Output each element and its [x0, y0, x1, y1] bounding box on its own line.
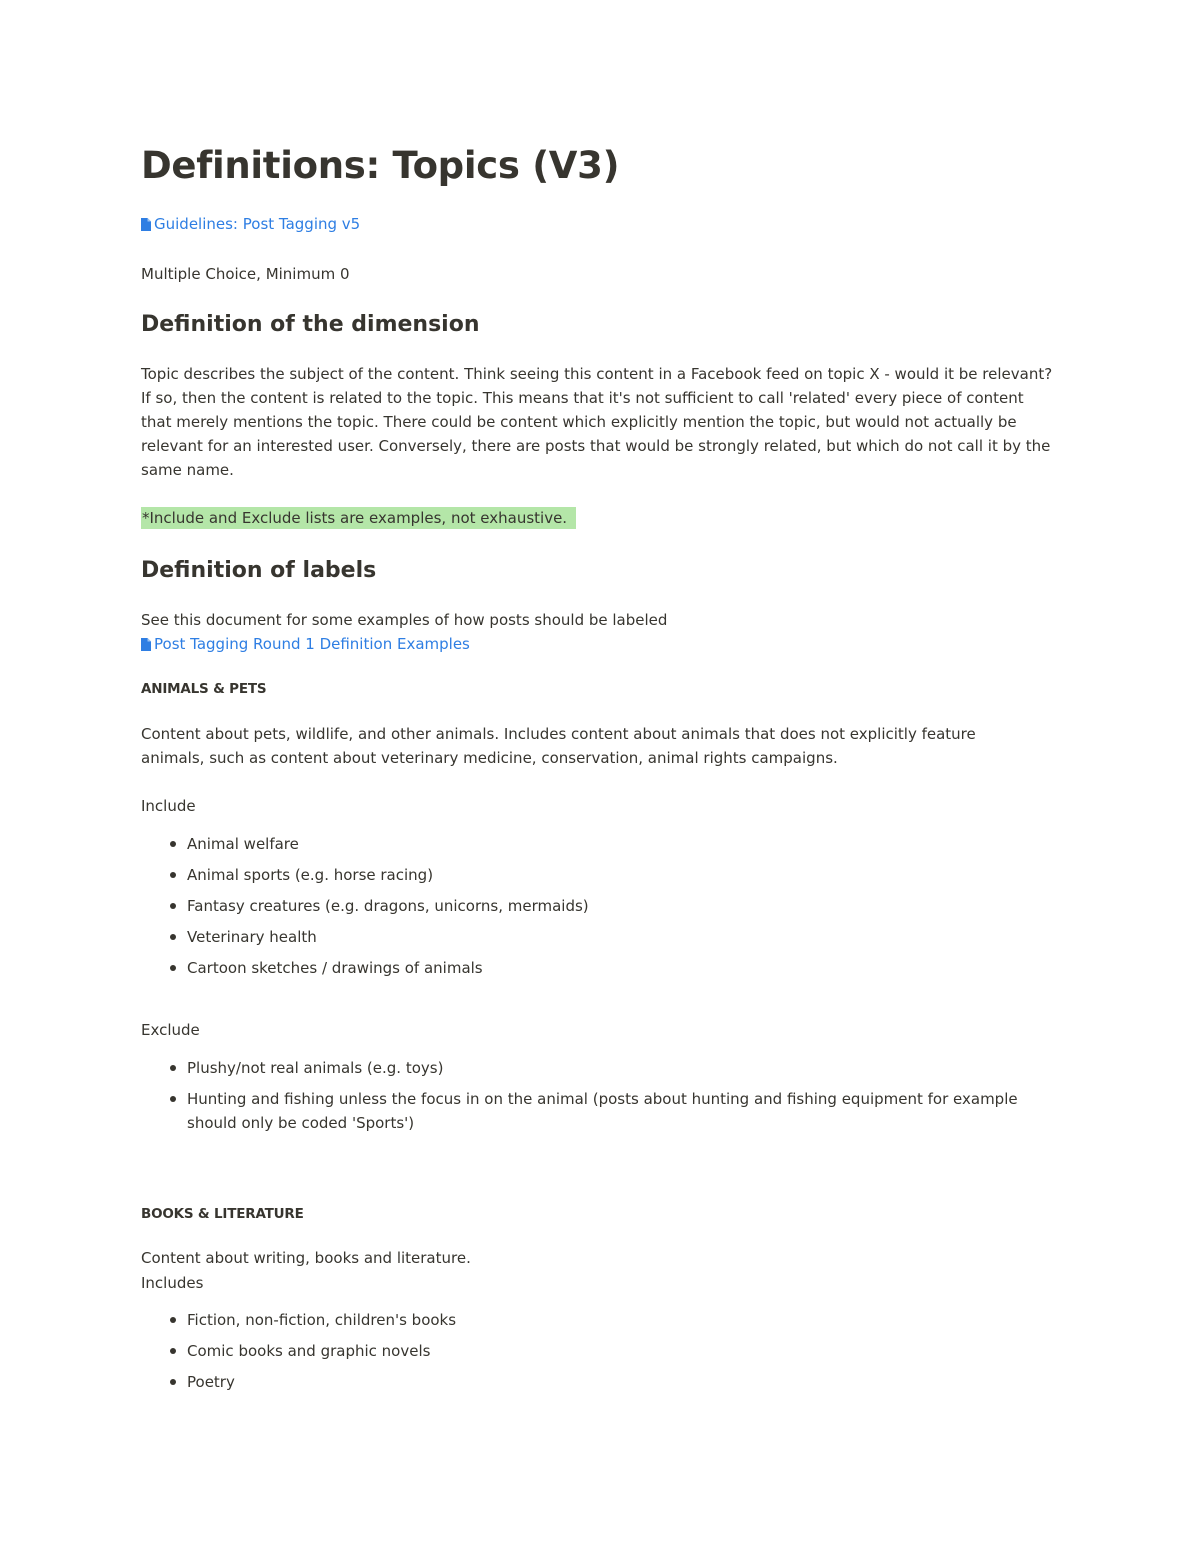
books-include-label: Includes [141, 1274, 204, 1292]
list-item: Fiction, non-fiction, children's books [141, 1308, 1061, 1332]
list-item: Animal sports (e.g. horse racing) [141, 863, 1061, 887]
list-item: Animal welfare [141, 832, 1061, 856]
list-item: Comic books and graphic novels [141, 1339, 1061, 1363]
page-title: Definitions: Topics (V3) [141, 144, 620, 187]
list-item: Veterinary health [141, 925, 1061, 949]
examples-note: *Include and Exclude lists are examples, not exhaustive. [142, 509, 568, 527]
bullet-icon [170, 903, 176, 909]
bullet-icon [170, 872, 176, 878]
labels-intro: See this document for some examples of how posts should be labeled [141, 611, 668, 629]
list-item: Plushy/not real animals (e.g. toys) [141, 1056, 1061, 1080]
dimension-heading: Definition of the dimension [141, 312, 480, 337]
animals-exclude-list [141, 1056, 1061, 1135]
animals-description: Content about pets, wildlife, and other animals. Includes content about animals that does not explicitly feature animals, such as content about veterinary medicine, conservation, animal rights campaigns. [141, 725, 976, 767]
guidelines-link[interactable] [141, 213, 360, 235]
list-item: Hunting and fishing unless the focus in on the animal (posts about hunting and fishing equipment for example should only be coded 'Sports') [141, 1087, 1061, 1135]
dimension-paragraph: Topic describes the subject of the content. Think seeing this content in a Facebook feed on topic X - would it be relevant? If so, then the content is related to the topic. This means that it's not sufficient to call 'related' every piece of content that merely mentions the topic. There could be content which explicitly mention the topic, but would not actually be relevant for an interested user. Conversely, there are posts that would be strongly related, but which do not call it by the same name. [141, 365, 1053, 479]
document-icon [141, 638, 151, 651]
animals-heading: ANIMALS & PETS [141, 681, 267, 697]
bullet-icon [170, 1065, 176, 1071]
labels-heading: Definition of labels [141, 558, 377, 583]
bullet-icon [170, 1379, 176, 1385]
bullet-icon [170, 841, 176, 847]
bullet-icon [170, 1348, 176, 1354]
list-item: Cartoon sketches / drawings of animals [141, 956, 1061, 980]
books-description: Content about writing, books and literature. [141, 1249, 471, 1267]
choice-info: Multiple Choice, Minimum 0 [141, 265, 350, 283]
books-heading: BOOKS & LITERATURE [141, 1206, 304, 1222]
examples-note-highlight [141, 507, 576, 529]
books-include-list [141, 1308, 1061, 1394]
guidelines-link-label: Guidelines: Post Tagging v5 [154, 215, 361, 233]
list-item: Poetry [141, 1370, 1061, 1394]
list-item: Fantasy creatures (e.g. dragons, unicorns, mermaids) [141, 894, 1061, 918]
animals-exclude-label: Exclude [141, 1021, 200, 1039]
examples-link[interactable] [141, 633, 470, 655]
bullet-icon [170, 1096, 176, 1102]
examples-link-label: Post Tagging Round 1 Definition Examples [154, 635, 470, 653]
bullet-icon [170, 934, 176, 940]
animals-include-list [141, 832, 1061, 980]
bullet-icon [170, 965, 176, 971]
animals-include-label: Include [141, 797, 196, 815]
document-icon [141, 218, 151, 231]
bullet-icon [170, 1317, 176, 1323]
